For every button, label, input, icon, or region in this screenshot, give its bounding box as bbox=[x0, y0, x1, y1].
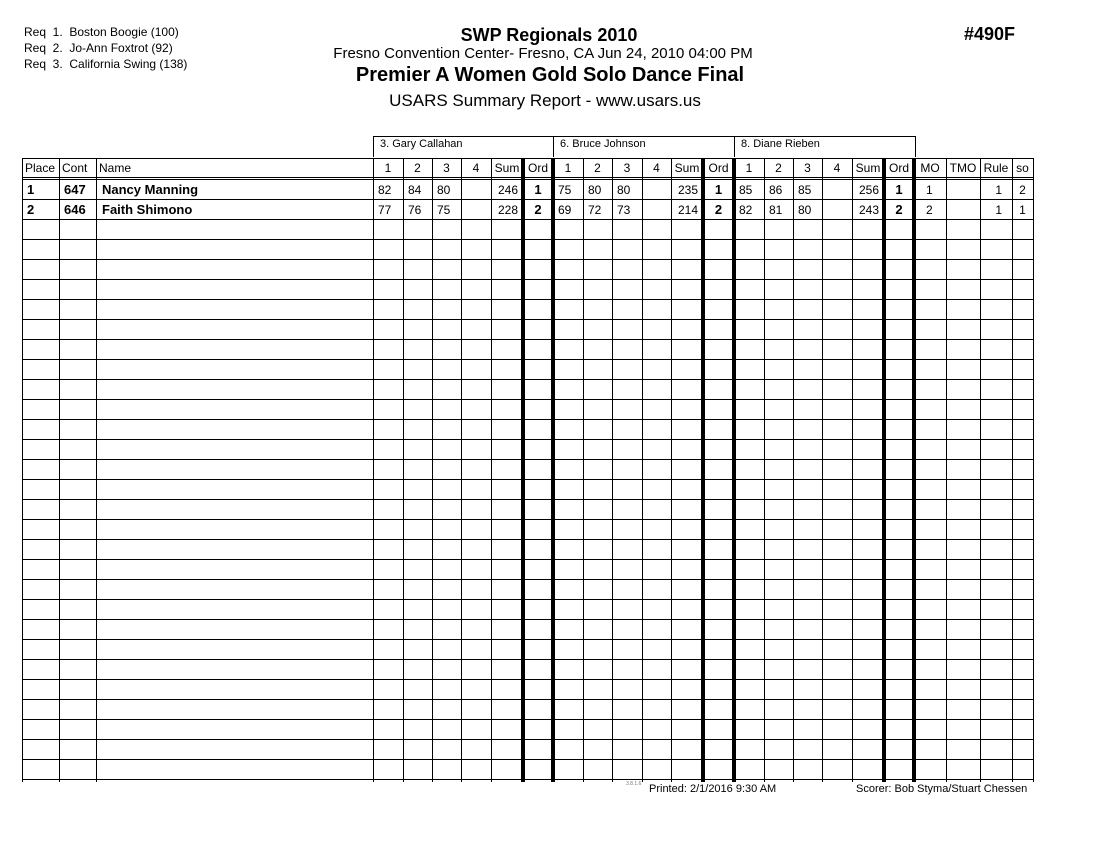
competition-title-text: SWP Regionals 2010 bbox=[460, 25, 638, 45]
judge3-score-3: 80 bbox=[798, 203, 812, 217]
grid-line bbox=[96, 158, 97, 782]
judge2-score-1: 69 bbox=[558, 203, 572, 217]
judge-header-2: 6. Bruce Johnson bbox=[553, 136, 735, 157]
judge2-score-1: 75 bbox=[558, 183, 572, 197]
tmo-cell bbox=[946, 200, 980, 220]
mo-cell: 1 bbox=[926, 183, 933, 197]
place-cell: 2 bbox=[27, 202, 35, 217]
grid-line bbox=[946, 158, 947, 782]
grid-line-thick bbox=[882, 158, 886, 782]
judge2-score-4 bbox=[642, 200, 671, 220]
requirement-2: Req 2. Jo-Ann Foxtrot (92) bbox=[24, 41, 173, 55]
place-cell: 1 bbox=[27, 182, 35, 197]
col-judge1-ord-header: Ord bbox=[527, 161, 548, 175]
col-judge1-2-header: 2 bbox=[414, 161, 421, 175]
grid-line bbox=[403, 158, 404, 782]
grid-line bbox=[822, 158, 823, 782]
judge2-score-5: 235 bbox=[677, 183, 698, 197]
version-label: 3.8.1.6 bbox=[626, 781, 642, 787]
grid-line-thick bbox=[701, 158, 705, 782]
judge2-score-3: 73 bbox=[617, 203, 631, 217]
grid-line-thick bbox=[732, 158, 736, 782]
grid-line bbox=[432, 158, 433, 782]
rule-cell: 1 bbox=[995, 203, 1002, 217]
judge1-score-6: 2 bbox=[534, 202, 542, 217]
col-so-header: so bbox=[1016, 161, 1029, 175]
mo-cell: 2 bbox=[926, 203, 933, 217]
grid-line-thick bbox=[912, 158, 916, 782]
grid-line bbox=[583, 158, 584, 782]
grid-line bbox=[793, 158, 794, 782]
judge2-score-2: 72 bbox=[588, 203, 602, 217]
grid-line bbox=[852, 158, 853, 782]
judge3-score-6: 1 bbox=[895, 182, 903, 197]
report-title: USARS Summary Report - www.usars.us bbox=[389, 91, 701, 110]
grid-line bbox=[642, 158, 643, 782]
col-name-header: Name bbox=[99, 161, 132, 175]
grid-line-thick bbox=[551, 158, 555, 782]
col-rule-header: Rule bbox=[983, 161, 1009, 175]
judge1-score-6: 1 bbox=[534, 182, 542, 197]
col-judge3-sum-header: Sum bbox=[855, 161, 881, 175]
col-judge2-3-header: 3 bbox=[623, 161, 631, 175]
judge3-score-6: 2 bbox=[895, 202, 903, 217]
col-judge3-1-header: 1 bbox=[745, 161, 753, 175]
judge3-score-4 bbox=[822, 200, 852, 220]
event-title: Premier A Women Gold Solo Dance Final bbox=[355, 64, 745, 86]
judge1-score-2: 84 bbox=[408, 183, 422, 197]
judge3-score-1: 85 bbox=[739, 183, 753, 197]
col-cont-header: Cont bbox=[62, 161, 88, 175]
grid-line bbox=[764, 158, 765, 782]
col-place-header: Place bbox=[25, 161, 56, 175]
grid-line bbox=[461, 158, 462, 782]
judge1-score-5: 246 bbox=[497, 183, 518, 197]
judge1-score-3: 80 bbox=[437, 183, 451, 197]
col-judge2-4-header: 4 bbox=[653, 161, 660, 175]
judge1-score-2: 76 bbox=[408, 203, 422, 217]
judge1-score-5: 228 bbox=[497, 203, 518, 217]
venue-line: Fresno Convention Center- Fresno, CA Jun 24, 2010 04:00 PM bbox=[333, 45, 753, 62]
printed-timestamp: Printed: 2/1/2016 9:30 AM bbox=[649, 783, 777, 795]
col-judge2-sum-header: Sum bbox=[674, 161, 700, 175]
col-judge1-4-header: 4 bbox=[472, 161, 480, 175]
judge1-score-1: 77 bbox=[378, 203, 392, 217]
col-judge2-2-header: 2 bbox=[594, 161, 601, 175]
requirement-1: Req 1. Boston Boogie (100) bbox=[24, 25, 179, 39]
col-tmo-header: TMO bbox=[949, 161, 977, 175]
col-judge2-1-header: 1 bbox=[564, 161, 572, 175]
judge3-score-5: 256 bbox=[858, 183, 879, 197]
grid-line bbox=[59, 158, 60, 782]
cont-cell: 647 bbox=[64, 182, 86, 197]
judge3-score-2: 81 bbox=[769, 203, 783, 217]
col-judge2-ord-header: Ord bbox=[708, 161, 729, 175]
grid-line bbox=[671, 158, 672, 782]
rule-cell: 1 bbox=[995, 183, 1002, 197]
grid-line-thick bbox=[521, 158, 525, 782]
requirement-3: Req 3. California Swing (138) bbox=[24, 57, 188, 71]
grid-line bbox=[612, 158, 613, 782]
col-judge1-3-header: 3 bbox=[443, 161, 450, 175]
col-judge3-ord-header: Ord bbox=[888, 161, 909, 175]
col-mo-header: MO bbox=[920, 161, 940, 175]
judge2-score-6: 1 bbox=[714, 182, 723, 197]
so-cell: 2 bbox=[1019, 183, 1026, 197]
grid-line bbox=[22, 158, 23, 782]
judge2-score-4 bbox=[642, 180, 671, 200]
col-judge1-sum-header: Sum bbox=[494, 161, 520, 175]
judge3-score-3: 85 bbox=[798, 183, 812, 197]
judge-header-3: 8. Diane Rieben bbox=[734, 136, 916, 157]
judge3-score-2: 86 bbox=[769, 183, 783, 197]
grid-line bbox=[373, 158, 374, 782]
grid-line bbox=[491, 158, 492, 782]
judge2-score-3: 80 bbox=[617, 183, 631, 197]
competition-title bbox=[0, 25, 1100, 46]
event-number: #490F bbox=[964, 24, 1016, 44]
grid-line bbox=[1033, 158, 1034, 782]
grid-line bbox=[1012, 158, 1013, 782]
col-judge1-1-header: 1 bbox=[384, 161, 392, 175]
judge3-score-4 bbox=[822, 180, 852, 200]
so-cell: 1 bbox=[1019, 203, 1026, 217]
judge1-score-3: 75 bbox=[437, 203, 451, 217]
cont-cell: 646 bbox=[64, 202, 86, 217]
col-judge3-3-header: 3 bbox=[804, 161, 811, 175]
grid-line bbox=[980, 158, 981, 782]
judge1-score-4 bbox=[461, 200, 491, 220]
judge1-score-1: 82 bbox=[378, 183, 392, 197]
name-cell: Nancy Manning bbox=[102, 182, 199, 197]
scorer-label: Scorer: Bob Styma/Stuart Chessen bbox=[856, 783, 1028, 795]
col-judge3-4-header: 4 bbox=[833, 161, 841, 175]
judge2-score-6: 2 bbox=[714, 202, 723, 217]
judge3-score-1: 82 bbox=[739, 203, 753, 217]
judge2-score-5: 214 bbox=[677, 203, 698, 217]
judge1-score-4 bbox=[461, 180, 491, 200]
col-judge3-2-header: 2 bbox=[775, 161, 782, 175]
judge3-score-5: 243 bbox=[858, 203, 879, 217]
tmo-cell bbox=[946, 180, 980, 200]
judge2-score-2: 80 bbox=[588, 183, 602, 197]
judge-header-1: 3. Gary Callahan bbox=[373, 136, 554, 157]
name-cell: Faith Shimono bbox=[102, 202, 193, 217]
